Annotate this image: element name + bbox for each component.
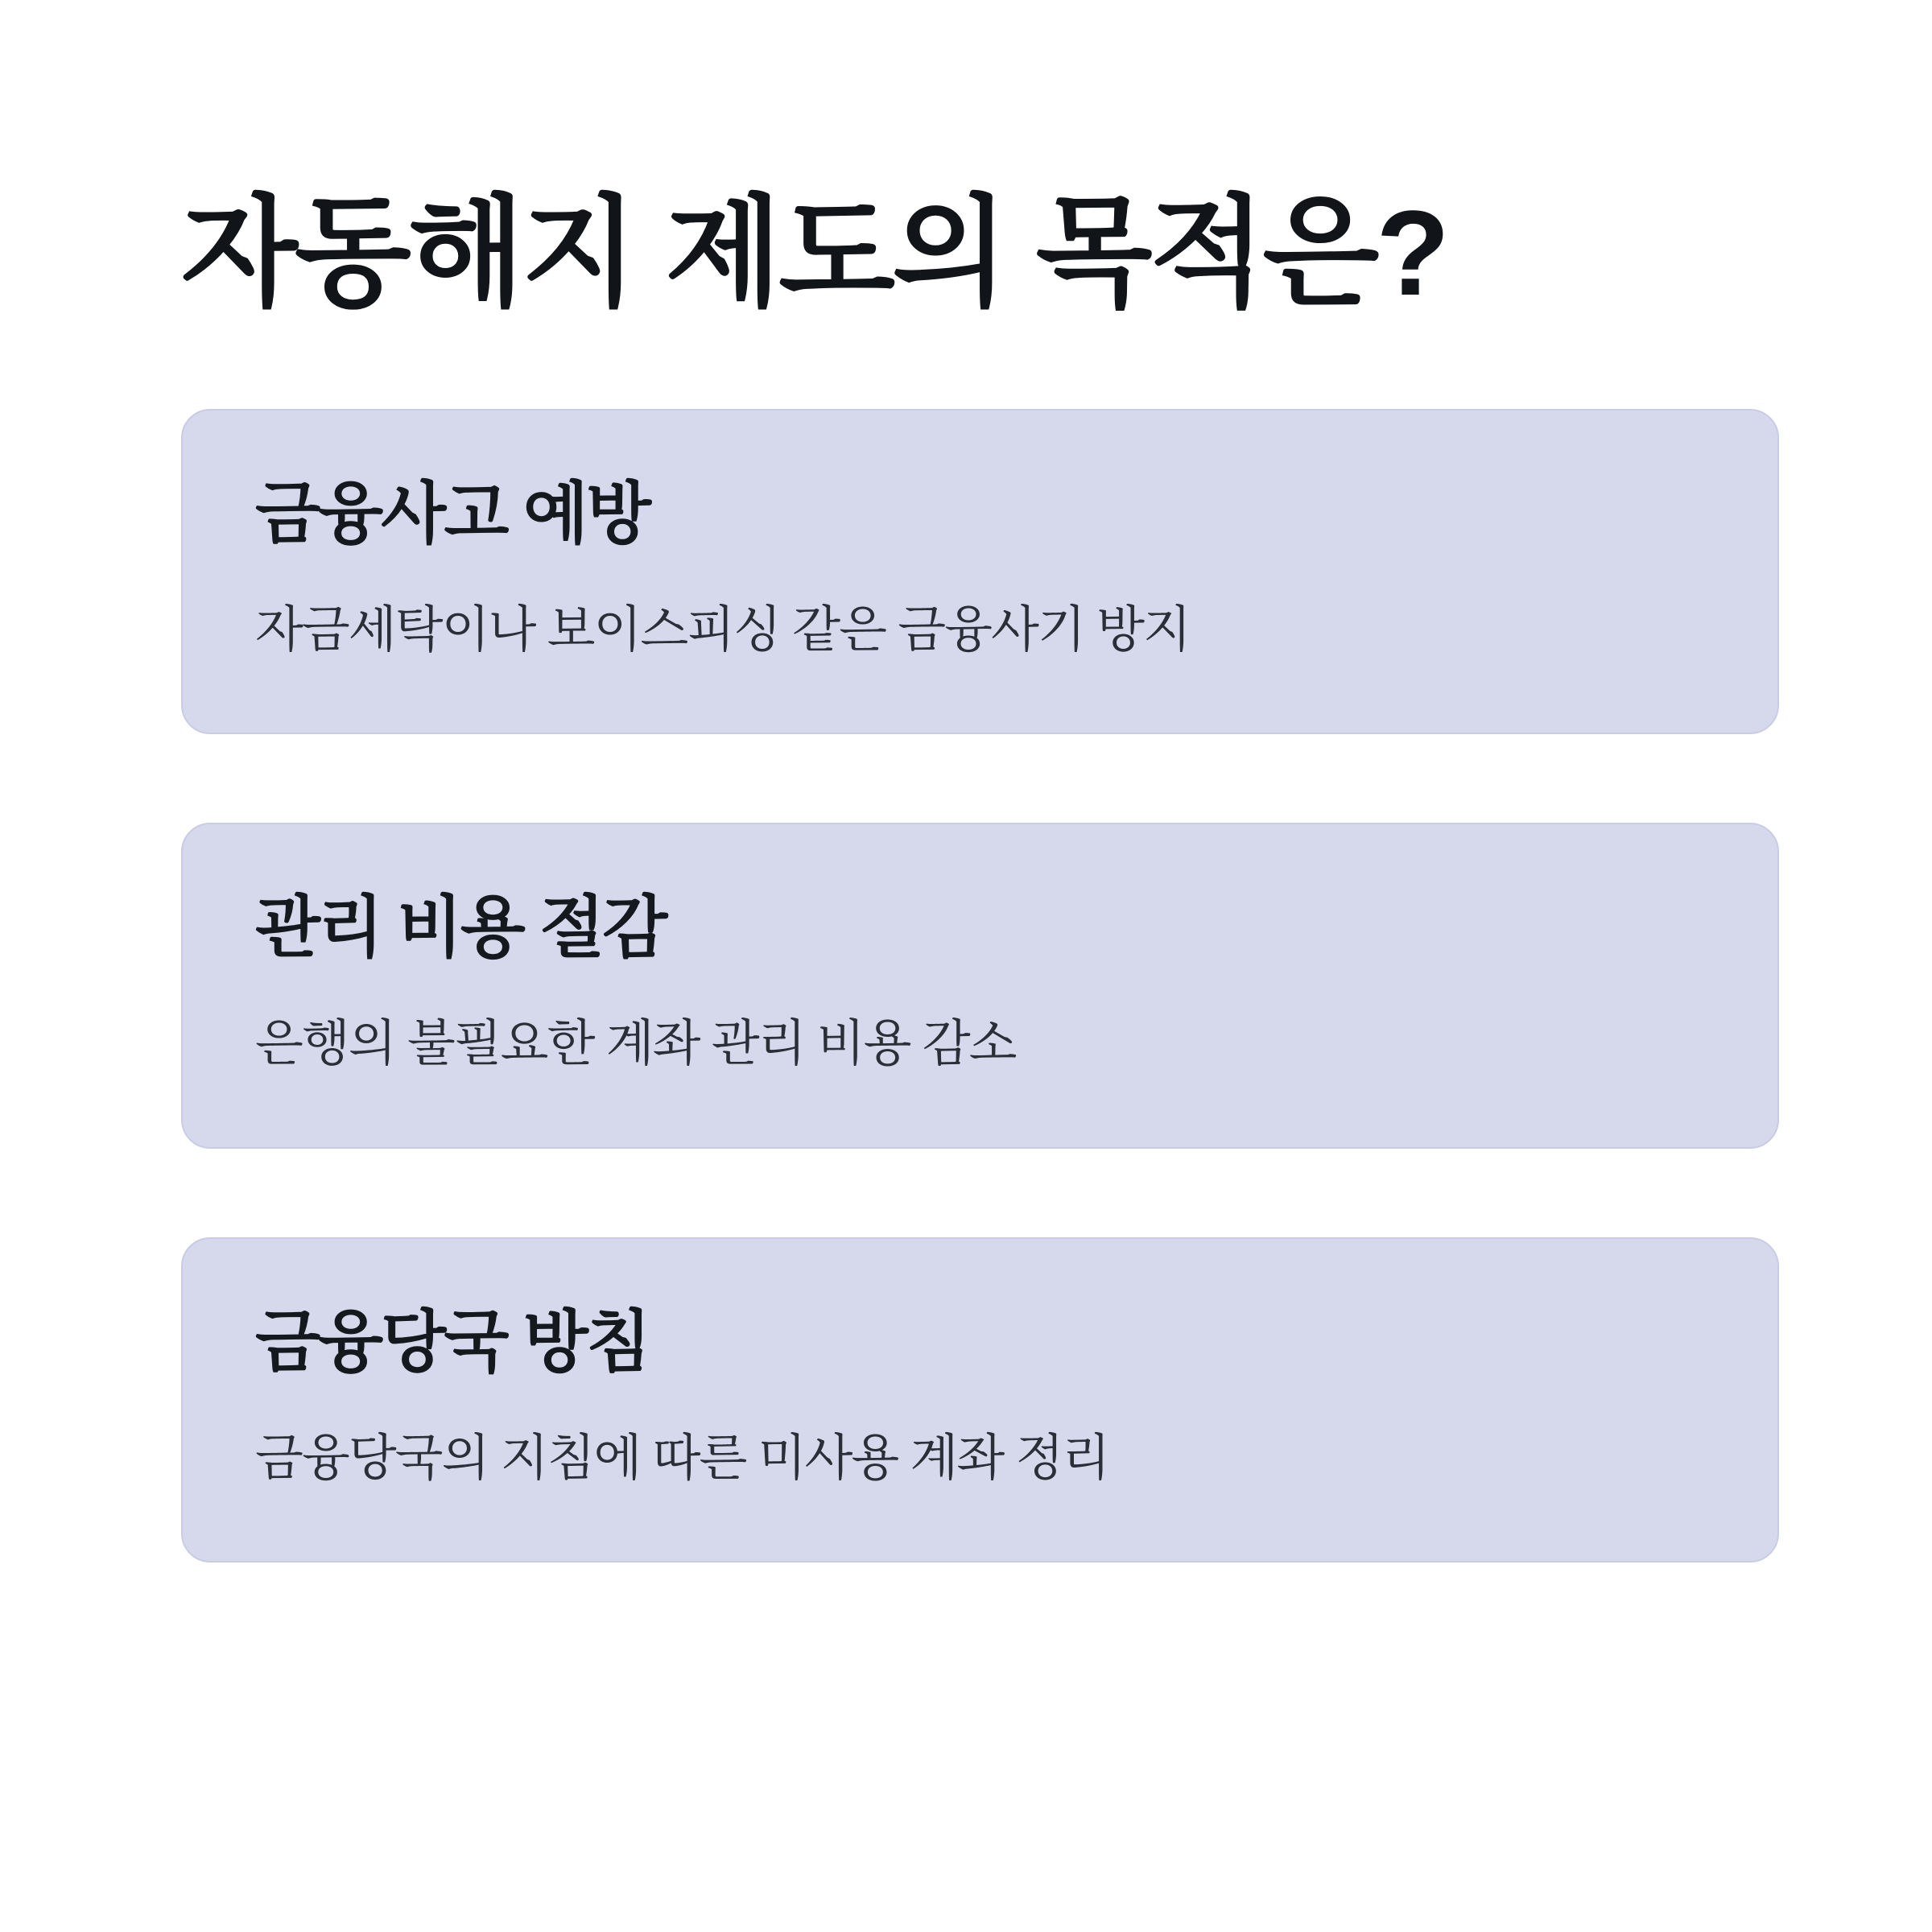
info-card: [181, 1237, 1779, 1563]
info-card-title: 금융사고 예방: [255, 476, 650, 551]
page-title: 자동해지 제도의 목적은?: [181, 185, 1447, 320]
info-card: [181, 823, 1779, 1148]
info-card-title: 관리 비용 절감: [255, 890, 666, 966]
info-card-description: 은행의 불필요한 계좌 관리 비용 감소: [255, 1016, 1016, 1072]
info-card-description: 금융당국의 지침에 따른 미사용 계좌 정리: [255, 1430, 1109, 1486]
info-card: [181, 409, 1779, 734]
info-card-title: 금융당국 방침: [255, 1303, 650, 1380]
info-card-description: 자금세탁이나 보이스피싱 같은 금융사기 방지: [255, 601, 1190, 658]
card-list: [181, 409, 1779, 1563]
